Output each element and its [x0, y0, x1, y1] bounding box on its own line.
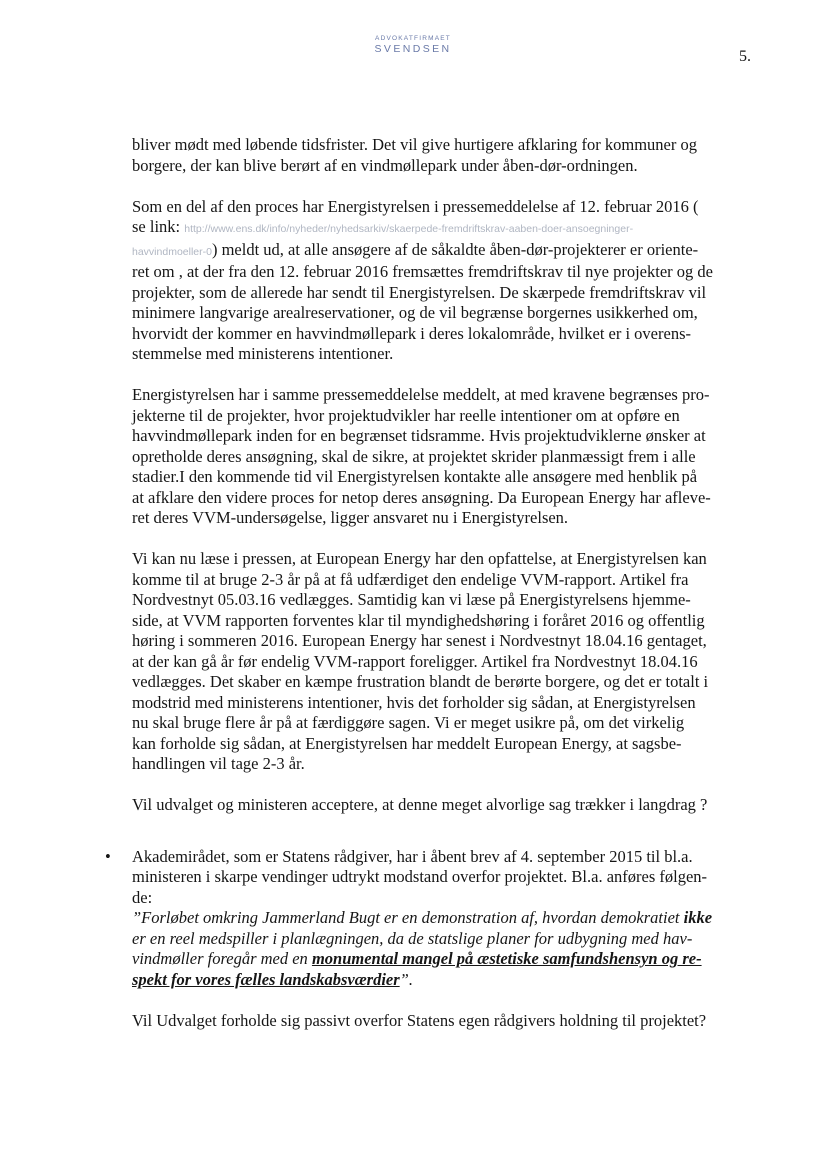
paragraph-3 — [132, 385, 740, 529]
quote-emphasis: monumental mangel på æstetiske samfundshensyn og re- — [311, 949, 702, 968]
link-prefix: se link: — [132, 217, 185, 236]
quote-text: ”. — [399, 969, 413, 989]
text-line: komme til at bruge 2-3 år på at få udfærdiget den endelige VVM-rapport. Artikel fra — [132, 569, 689, 589]
text-line: jekterne til de projekter, hvor projektudvikler har reelle intentioner om at opføre en — [132, 405, 680, 425]
quote-text: vindmøller foregår med en — [132, 949, 312, 968]
quote-line — [132, 949, 740, 970]
text-line: hvorvidt der kommer en havvindmøllepark i deres lokalområde, hvilket er i overens- — [132, 323, 691, 343]
text-line: Nordvestnyt 05.03.16 vedlægges. Samtidig kan vi læse på Energistyrelsens hjemme- — [132, 590, 691, 609]
quote-line — [132, 908, 740, 929]
bullet-symbol: • — [105, 846, 111, 866]
text-line: minimere langvarige arealreservationer, og de vil begrænse borgernes usikkerhed om, — [132, 303, 698, 322]
paragraph-2 — [132, 197, 740, 365]
text-line: at afklare den videre proces for netop deres ansøgning. Da European Energy har afleve- — [132, 487, 711, 507]
document-body — [105, 135, 740, 1031]
text-line: stemmelse med ministerens intentioner. — [132, 344, 394, 363]
text-line: Akademirådet, som er Statens rådgiver, har i åbent brev af 4. september 2015 til bl.a. — [132, 846, 693, 866]
text-line: høring i sommeren 2016. European Energy har senest i Nordvestnyt 18.04.16 gentaget, — [132, 631, 707, 650]
text-line: handlingen vil tage 2-3 år. — [132, 754, 305, 773]
text-line: vedlægges. Det skaber en kæmpe frustration blandt de berørte borgere, og det er totalt i — [132, 672, 709, 691]
quote-emphasis: ikke — [683, 908, 713, 927]
text-line: at der kan gå år før endelig VVM-rapport foreligger. Artikel fra Nordvestnyt 18.04.16 — [132, 651, 698, 671]
text-line — [132, 240, 740, 263]
paragraph-5 — [132, 795, 740, 816]
text-line: borgere, der kan blive berørt af en vindmøllepark under åben-dør-ordningen. — [132, 155, 638, 175]
text-line: Energistyrelsen har i samme pressemeddelelse meddelt, at med kravene begrænses pro- — [132, 385, 710, 404]
text-line: Som en del af den proces har Energistyrelsen i pressemeddelelse af 12. februar 2016 ( — [132, 196, 699, 216]
text-line: havvindmøllepark inden for en begrænset tidsramme. Hvis projektudviklerne ønsker at — [132, 426, 706, 445]
text-line: Vi kan nu læse i pressen, at European Energy har den opfattelse, at Energistyrelsen kan — [132, 549, 707, 568]
text-line — [132, 217, 740, 240]
quote-text: ”Forløbet omkring Jammerland Bugt er en demonstration af, hvordan demokratiet — [132, 908, 684, 927]
quote-line: er en reel medspiller i planlægningen, da de statslige planer for udbygning med hav- — [132, 928, 693, 948]
text-line: projekter, som de allerede har sendt til Energistyrelsen. De skærpede fremdriftskrav vil — [132, 282, 707, 302]
text-line: opretholde deres ansøgning, skal de sikre, at projektet skrider planmæssigt frem i alle — [132, 446, 696, 466]
logo-name: SVENDSEN — [374, 43, 452, 55]
text-line: ret om , at der fra den 12. februar 2016 fremsættes fremdriftskrav til nye projekter og de — [132, 262, 713, 281]
paragraph-1 — [132, 135, 740, 176]
text-line: bliver mødt med løbende tidsfrister. Det vil give hurtigere afklaring for kommuner og — [132, 135, 697, 154]
text-line: stadier.I den kommende tid vil Energistyrelsen kontakte alle ansøgere med henblik på — [132, 467, 698, 486]
firm-logo — [0, 34, 826, 55]
quote-emphasis: spekt for vores fælles landskabsværdier — [132, 969, 400, 989]
text-line: ret deres VVM-undersøgelse, ligger ansvaret nu i Energistyrelsen. — [132, 508, 569, 527]
text-line: kan forholde sig sådan, at Energistyrelsen har meddelt European Energy, at sagsbe- — [132, 733, 682, 753]
text-line: side, at VVM rapporten forventes klar til myndighedshøring i foråret 2016 og offentlig — [132, 610, 705, 630]
paragraph-6 — [132, 1011, 740, 1032]
quote-line — [132, 970, 740, 991]
press-release-link-continued[interactable]: havvindmoeller-0 — [132, 245, 212, 258]
text-line: modstrid med ministerens intentioner, hvis det forholder sig sådan, at Energistyrelsen — [132, 692, 696, 712]
page-number: 5. — [739, 48, 751, 65]
text-line: de: — [132, 887, 153, 907]
press-release-link[interactable]: http://www.ens.dk/info/nyheder/nyhedsarkiv/skaerpede-fremdriftskrav-aaben-doer-ansoegninger- — [184, 223, 634, 235]
paragraph-4 — [132, 549, 740, 775]
bullet-item — [105, 846, 740, 991]
text-line: Vil Udvalget forholde sig passivt overfor Statens egen rådgivers holdning til projektet? — [132, 1010, 707, 1030]
text-line: nu skal bruge flere år på at færdiggøre sagen. Vi er meget usikre på, om det virkelig — [132, 713, 685, 732]
link-suffix-text: ) meldt ud, at alle ansøgere af de såkaldte åben-dør-projekterer er oriente- — [211, 239, 699, 259]
text-line: Vil udvalget og ministeren acceptere, at denne meget alvorlige sag trækker i langdrag ? — [132, 795, 708, 814]
logo-subtitle: ADVOKATFIRMAET — [375, 35, 451, 42]
text-line: ministeren i skarpe vendinger udtrykt modstand overfor projektet. Bl.a. anføres følgen- — [132, 867, 708, 886]
